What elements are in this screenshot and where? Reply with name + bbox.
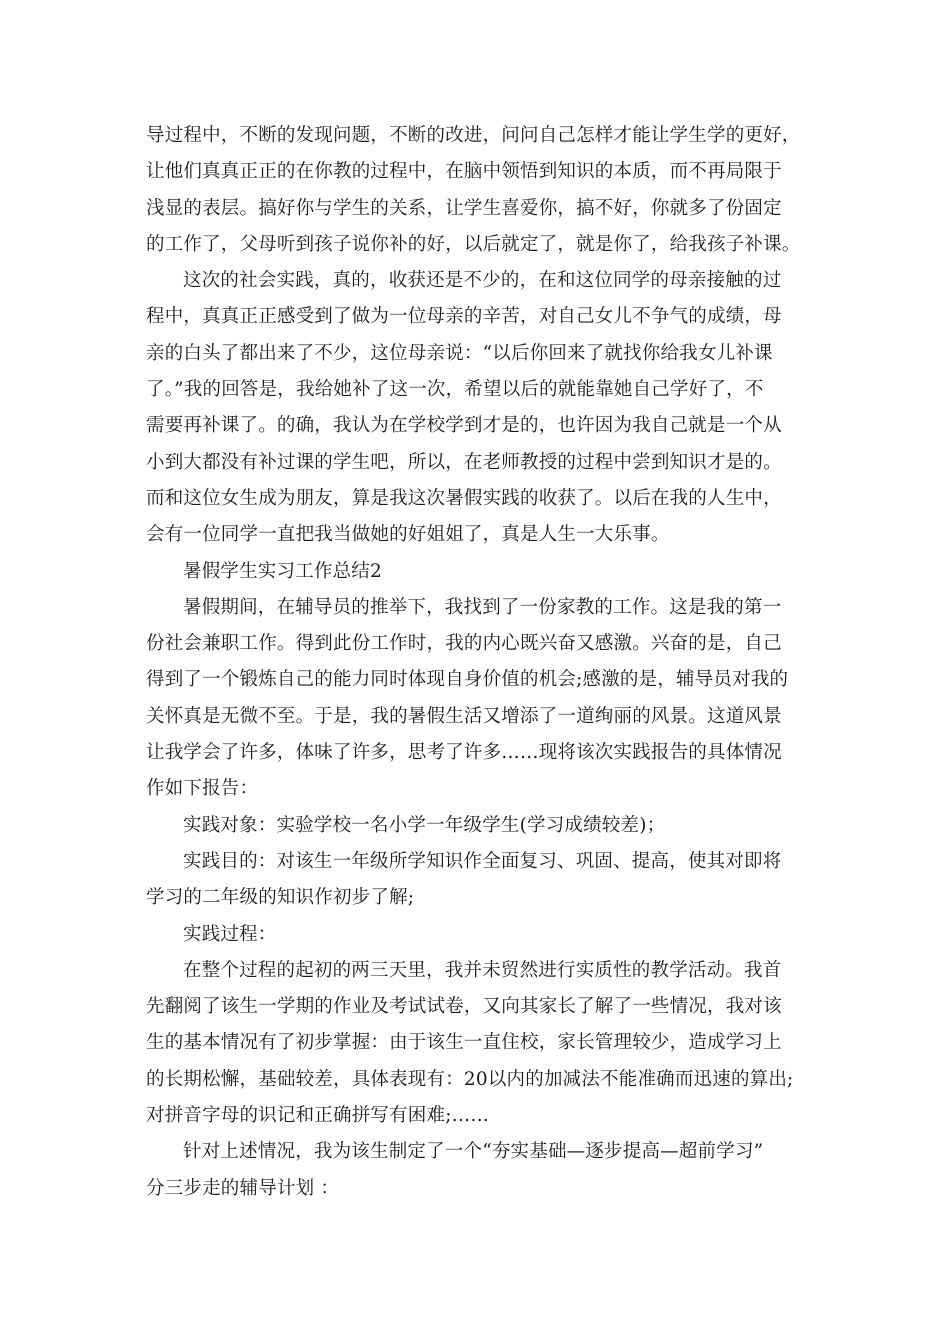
text-line: 暑假期间，在辅导员的推举下，我找到了一份家教的工作。这是我的第一 bbox=[183, 596, 782, 618]
text-line: 会有一位同学一直把我当做她的好姐姐了，真是人生一大乐事。 bbox=[146, 524, 670, 546]
paragraph bbox=[146, 590, 806, 808]
text-line: 的工作了，父母听到孩子说你补的好，以后就定了，就是你了，给我孩子补课。 bbox=[146, 233, 801, 255]
paragraph bbox=[146, 844, 806, 917]
text-line: 需要再补课了。的确，我认为在学校学到才是的，也许因为我自己就是一个从 bbox=[146, 415, 782, 437]
text-line: 针对上述情况，我为该生制定了一个“夯实基础—逐步提高—超前学习” bbox=[183, 1141, 764, 1163]
text-line: 份社会兼职工作。得到此份工作时，我的内心既兴奋又感激。兴奋的是，自己 bbox=[146, 633, 782, 655]
text-line: 在整个过程的起初的两三天里，我并未贸然进行实质性的教学活动。我首 bbox=[183, 959, 782, 981]
paragraph bbox=[146, 917, 806, 953]
text-line: 了。”我的回答是，我给她补了这一次，希望以后的就能靠她自己学好了，不 bbox=[146, 379, 764, 401]
text-line: 关怀真是无微不至。于是，我的暑假生活又增添了一道绚丽的风景。这道风景 bbox=[146, 705, 782, 727]
text-line: 亲的白头了都出来了不少，这位母亲说：“以后你回来了就找你给我女儿补课 bbox=[146, 342, 773, 364]
text-line: 实践对象：实验学校一名小学一年级学生(学习成绩较差)； bbox=[183, 814, 666, 836]
text-line: 的长期松懈，基础较差，具体表现有：20以内的加减法不能准确而迅速的算出; bbox=[146, 1068, 794, 1090]
text-line: 小到大都没有补过课的学生吧，所以，在老师教授的过程中尝到知识才是的。 bbox=[146, 451, 782, 473]
text-line: 而和这位女生成为朋友，算是我这次暑假实践的收获了。以后在我的人生中， bbox=[146, 487, 782, 509]
text-line: 让我学会了许多，体味了许多，思考了许多……现将该次实践报告的具体情况 bbox=[146, 742, 782, 764]
document-body bbox=[146, 118, 806, 1207]
text-line: 导过程中，不断的发现问题，不断的改进，问问自己怎样才能让学生学的更好， bbox=[146, 125, 801, 146]
paragraph bbox=[146, 953, 806, 1134]
text-line: 生的基本情况有了初步掌握：由于该生一直住校，家长管理较少，造成学习上 bbox=[146, 1032, 782, 1054]
paragraph bbox=[146, 1134, 806, 1207]
text-line: 让他们真真正正的在你教的过程中，在脑中领悟到知识的本质，而不再局限于 bbox=[146, 161, 782, 183]
text-line: 作如下报告： bbox=[146, 778, 259, 800]
text-line: 学习的二年级的知识作初步了解; bbox=[146, 887, 415, 909]
section-heading bbox=[146, 554, 806, 590]
paragraph bbox=[146, 808, 806, 844]
text-line: 浅显的表层。搞好你与学生的关系，让学生喜爱你，搞不好，你就多了份固定 bbox=[146, 197, 782, 219]
text-line: 对拼音字母的识记和正确拼写有困难;…… bbox=[146, 1105, 490, 1127]
text-line: 实践过程： bbox=[183, 923, 277, 945]
text-line: 分三步走的辅导计划 ： bbox=[146, 1177, 340, 1199]
text-line: 先翻阅了该生一学期的作业及考试试卷，又向其家长了解了一些情况，我对该 bbox=[146, 996, 782, 1018]
text-line: 这次的社会实践，真的，收获还是不少的，在和这位同学的母亲接触的过 bbox=[183, 270, 782, 292]
paragraph bbox=[146, 118, 806, 263]
text-line: 程中，真真正正感受到了做为一位母亲的辛苦，对自己女儿不争气的成绩，母 bbox=[146, 306, 782, 328]
section-title: 暑假学生实习工作总结2 bbox=[183, 560, 382, 582]
text-line: 得到了一个锻炼自己的能力同时体现自身价值的机会;感激的是，辅导员对我的 bbox=[146, 669, 789, 691]
paragraph bbox=[146, 263, 806, 553]
text-line: 实践目的：对该生一年级所学知识作全面复习、巩固、提高，使其对即将 bbox=[183, 850, 782, 872]
